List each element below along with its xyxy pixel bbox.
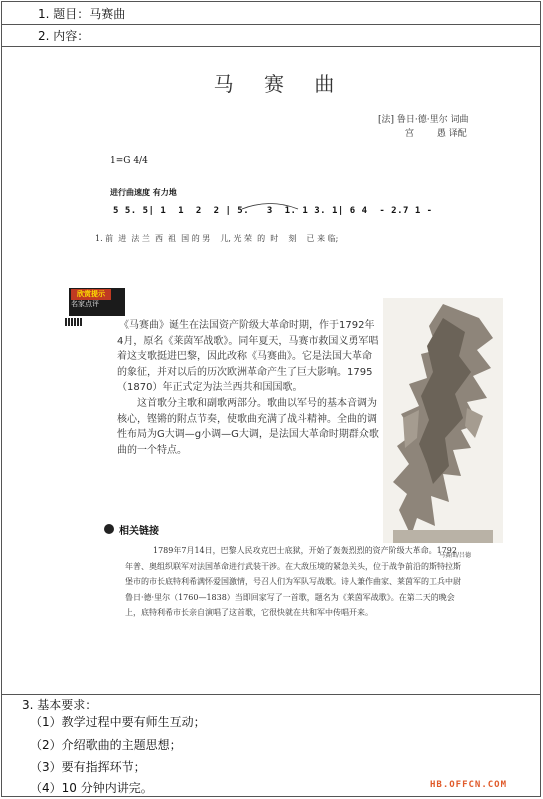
intro-paragraph: 这首歌分主歌和副歌两部分。歌曲以军号的基本音调为核心，铿锵的附点节奏，使歌曲充满了战斗精神。全曲的调性布局为G大调—g小调—G大调，是法国大革命时期群众歌曲的一个特点。 xyxy=(117,398,379,456)
requirement-item: （2）介绍歌曲的主题思想； xyxy=(30,738,182,752)
related-links-title: 相关链接 xyxy=(119,526,159,537)
music-notation: 5 5. 5| 1 1 2 2 | 5. 3 1. 1 3. 1| 6 4 - 2.7 1 - xyxy=(113,206,433,216)
content-label: 2. 内容： xyxy=(38,29,90,43)
tempo-marking: 进行曲速度 有力地 xyxy=(110,188,177,197)
piano-keys-icon xyxy=(65,318,83,326)
divider xyxy=(1,24,541,25)
appreciation-badge xyxy=(69,288,125,316)
bullet-icon xyxy=(104,524,114,534)
lyrics-line: 1. 前 进 法 兰 西 祖 国 的 男 儿, 光 荣 的 时 刻 已 来 临; xyxy=(95,234,339,243)
intro-paragraph: 《马赛曲》诞生在法国资产阶级大革命时期，作于1792年4月，原名《莱茵军战歌》。同年夏天，马赛市救国义勇军唱着这支歌挺进巴黎，因此改称《马赛曲》。它是法国大革命的象征，并对以后的历次欧洲革命产生了巨大影响。1795（1870）年正式定为法兰西共和国国歌。 xyxy=(117,320,379,394)
requirements-title: 3. 基本要求： xyxy=(22,698,98,712)
divider xyxy=(1,46,541,47)
song-title: 马 赛 曲 xyxy=(213,72,347,96)
divider xyxy=(1,694,541,695)
textbook-page xyxy=(55,50,505,690)
image-caption: 马赛曲/吕德 xyxy=(439,552,472,559)
credit-translator: 宫 愚 译配 xyxy=(405,129,467,139)
badge-tag: 欣赏提示 xyxy=(71,289,111,300)
watermark: HB.OFFCN.COM xyxy=(430,780,508,790)
related-links-text: 1789年7月14日，巴黎人民攻克巴士底狱，开始了轰轰烈烈的资产阶级大革命。1792年普、奥组织联军对法国革命进行武装干涉。在大敌压境的紧急关头，位于战争前沿的斯特拉斯堡市的市长底特利希满怀爱国激情，号召人们为军队写战歌。诗人兼作曲家、莱茵军的工兵中尉鲁日·德·里尔（1760—1838）当即回家写了一首歌，题名为《莱茵军战歌》。在第二天的晚会上，底特利希市长亲自演唱了这首歌，它很快就在共和军中传唱开来。 xyxy=(125,546,461,617)
statue-image xyxy=(383,298,503,543)
credit-lyricist: [法] 鲁日·德·里尔 词曲 xyxy=(378,115,469,125)
requirement-item: （4）10 分钟内讲完。 xyxy=(30,781,153,795)
key-signature: 1=G 4/4 xyxy=(110,156,148,166)
slur-mark xyxy=(240,200,300,210)
requirement-item: （1）教学过程中要有师生互动； xyxy=(30,715,206,729)
topic-line: 1. 题目：马赛曲 xyxy=(38,7,126,21)
badge-subtitle: 名家点评 xyxy=(71,300,99,308)
requirement-item: （3）要有指挥环节； xyxy=(30,760,146,774)
